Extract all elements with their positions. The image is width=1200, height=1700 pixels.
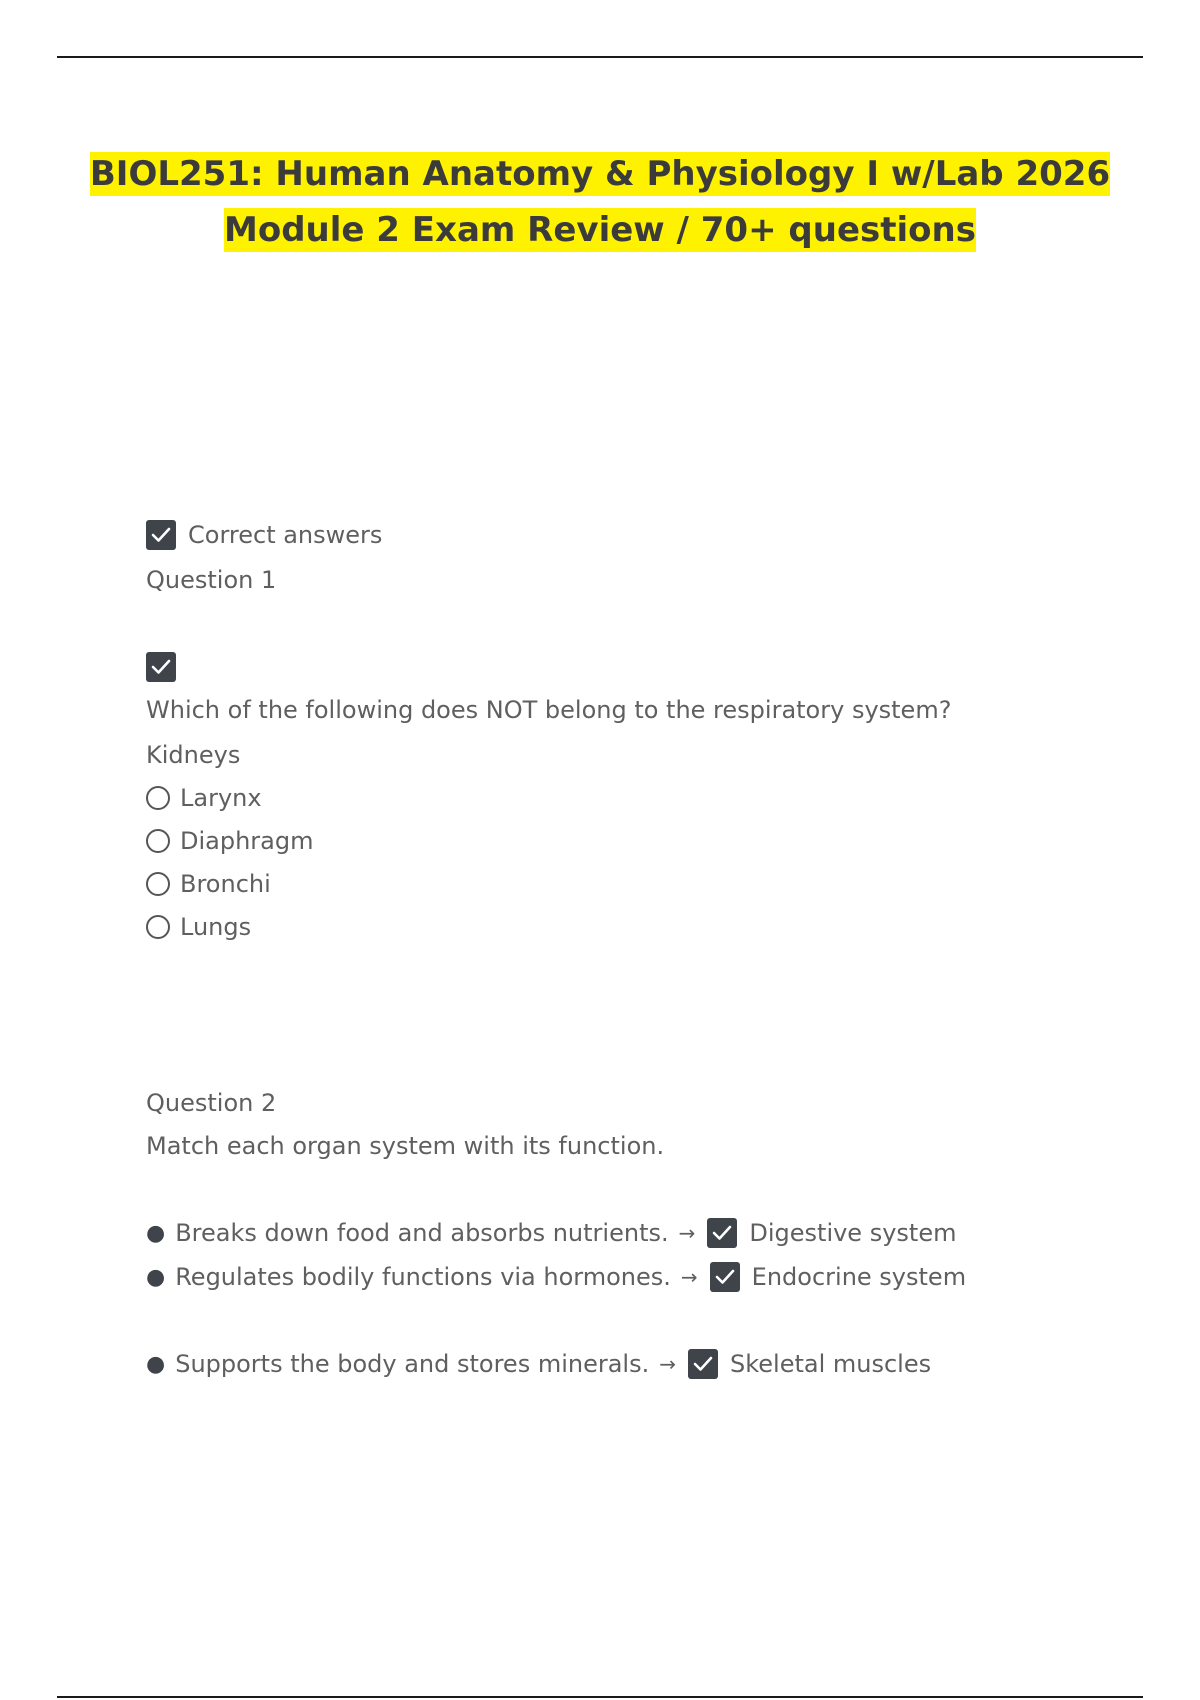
bullet-icon: ● bbox=[146, 1351, 166, 1377]
checkbox-checked-icon bbox=[710, 1262, 740, 1292]
question-2-text: Match each organ system with its function. bbox=[146, 1132, 665, 1160]
match-row bbox=[146, 1216, 956, 1250]
option-lungs[interactable] bbox=[146, 912, 314, 942]
radio-empty-icon[interactable] bbox=[146, 829, 170, 853]
option-label: Lungs bbox=[180, 913, 252, 941]
option-label: Diaphragm bbox=[180, 827, 314, 855]
match-function: Breaks down food and absorbs nutrients. bbox=[175, 1219, 669, 1247]
radio-empty-icon[interactable] bbox=[146, 786, 170, 810]
option-label: Larynx bbox=[180, 784, 262, 812]
title-line-2: Module 2 Exam Review / 70+ questions bbox=[224, 210, 976, 250]
question-1-correct-answer: Kidneys bbox=[146, 741, 241, 769]
match-answer: Endocrine system bbox=[751, 1263, 967, 1291]
match-row bbox=[146, 1347, 931, 1381]
checkbox-checked-icon bbox=[146, 652, 176, 682]
option-bronchi[interactable] bbox=[146, 869, 314, 899]
checkbox-checked-icon bbox=[146, 520, 176, 550]
match-row bbox=[146, 1260, 966, 1294]
document-title bbox=[0, 146, 1200, 258]
match-answer: Skeletal muscles bbox=[730, 1350, 932, 1378]
match-function: Supports the body and stores minerals. bbox=[175, 1350, 650, 1378]
question-2-label: Question 2 bbox=[146, 1089, 277, 1117]
radio-empty-icon[interactable] bbox=[146, 872, 170, 896]
question-1-correct-mark bbox=[146, 651, 176, 682]
option-label: Bronchi bbox=[180, 870, 271, 898]
question-1-options bbox=[146, 783, 314, 955]
bullet-icon: ● bbox=[146, 1220, 166, 1246]
correct-answers-legend bbox=[146, 520, 382, 550]
bottom-rule bbox=[57, 1696, 1143, 1698]
top-rule bbox=[57, 56, 1143, 58]
radio-empty-icon[interactable] bbox=[146, 915, 170, 939]
option-larynx[interactable] bbox=[146, 783, 314, 813]
checkbox-checked-icon bbox=[688, 1349, 718, 1379]
title-line-1: BIOL251: Human Anatomy & Physiology I w/Lab 2026 bbox=[89, 154, 1111, 194]
arrow-right-icon: → bbox=[680, 1265, 698, 1289]
legend-label: Correct answers bbox=[188, 521, 383, 549]
bullet-icon: ● bbox=[146, 1264, 166, 1290]
match-function: Regulates bodily functions via hormones. bbox=[175, 1263, 671, 1291]
match-answer: Digestive system bbox=[749, 1219, 957, 1247]
arrow-right-icon: → bbox=[659, 1352, 676, 1376]
question-1-text: Which of the following does NOT belong to the respiratory system? bbox=[146, 696, 952, 724]
option-diaphragm[interactable] bbox=[146, 826, 314, 856]
question-1-label: Question 1 bbox=[146, 566, 277, 594]
arrow-right-icon: → bbox=[678, 1221, 696, 1245]
checkbox-checked-icon bbox=[707, 1218, 737, 1248]
